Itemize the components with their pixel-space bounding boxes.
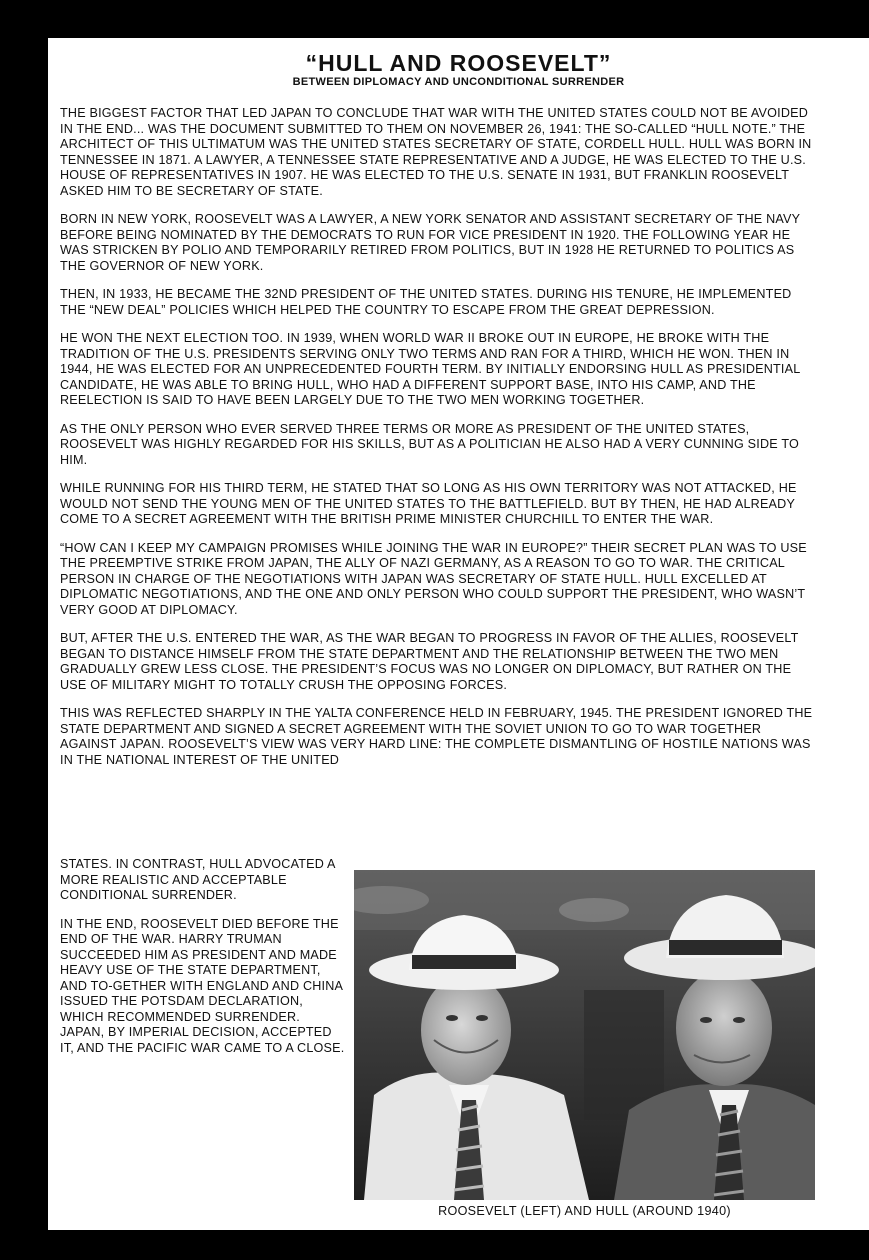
paragraph: THEN, IN 1933, HE BECAME THE 32ND PRESIDENT OF THE UNITED STATES. DURING HIS TENURE, HE IMPLEMENTED THE “NEW DEAL” POLICIES WHICH HELPED THE COUNTRY TO ESCAPE FROM THE GREAT DEPRESSION. <box>60 287 792 317</box>
page-title: “HULL AND ROOSEVELT” <box>305 50 612 76</box>
paragraph: WHILE RUNNING FOR HIS THIRD TERM, HE STATED THAT SO LONG AS HIS OWN TERRITORY WAS NOT ATTACKED, HE WOULD NOT SEND THE YOUNG MEN OF THE UNITED STATES TO THE BATTLEFIELD. BUT BY THEN, HE HAD ALREADY COME TO A SECRET AGREEMENT WITH THE BRITISH PRIME MINISTER CHURCHILL TO ENTER THE WAR. <box>60 481 797 526</box>
photo-caption: ROOSEVELT (LEFT) AND HULL (AROUND 1940) <box>438 1204 731 1218</box>
page-subtitle: BETWEEN DIPLOMACY AND UNCONDITIONAL SURRENDER <box>292 76 625 88</box>
paragraph: BORN IN NEW YORK, ROOSEVELT WAS A LAWYER, A NEW YORK SENATOR AND ASSISTANT SECRETARY OF THE NAVY BEFORE BEING NOMINATED BY THE DEMOCRATS TO RUN FOR VICE PRESIDENT IN 1920. THE FOLLOWING YEAR HE WAS STRICKEN BY POLIO AND TEMPORARILY RETIRED FROM POLITICS, BUT IN 1928 HE RETURNED TO POLITICS AS THE GOVERNOR OF NEW YORK. <box>60 212 801 273</box>
paragraph: STATES. IN CONTRAST, HULL ADVOCATED A MORE REALISTIC AND ACCEPTABLE CONDITIONAL SURRENDER. <box>60 857 335 902</box>
paragraph: THE BIGGEST FACTOR THAT LED JAPAN TO CONCLUDE THAT WAR WITH THE UNITED STATES COULD NOT BE AVOIDED IN THE END... WAS THE DOCUMENT SUBMITTED TO THEM ON NOVEMBER 26, 1941: THE SO-CALLED “HULL NOTE.” THE ARCHITECT OF THIS ULTIMATUM WAS THE UNITED STATES SECRETARY OF STATE, CORDELL HULL. HULL WAS BORN IN TENNESSEE IN 1871. A LAWYER, A TENNESSEE STATE REPRESENTATIVE AND A JUDGE, HE WAS ELECTED TO THE U.S. HOUSE OF REPRESENTATIVES IN 1907. HE WAS ELECTED TO THE U.S. SENATE IN 1931, BUT FRANKLIN ROOSEVELT ASKED HIM TO BE SECRETARY OF STATE. <box>60 106 812 198</box>
page <box>48 38 869 1230</box>
paragraph: HE WON THE NEXT ELECTION TOO. IN 1939, WHEN WORLD WAR II BROKE OUT IN EUROPE, HE BROKE WITH THE TRADITION OF THE U.S. PRESIDENTS SERVING ONLY TWO TERMS AND RAN FOR A THIRD, WHICH HE WON. THEN IN 1944, HE WAS ELECTED FOR AN UNPRECEDENTED FOURTH TERM. BY INITIALLY ENDORSING HULL AS PRESIDENTIAL CANDIDATE, HE WAS ABLE TO BRING HULL, WHO HAD A DIFFERENT SUPPORT BASE, INTO HIS CAMP, AND THE REELECTION IS SAID TO HAVE BEEN LARGELY DUE TO THE TWO MEN WORKING TOGETHER. <box>60 331 800 407</box>
paragraph: “HOW CAN I KEEP MY CAMPAIGN PROMISES WHILE JOINING THE WAR IN EUROPE?” THEIR SECRET PLAN WAS TO USE THE PREEMPTIVE STRIKE FROM JAPAN, THE ALLY OF NAZI GERMANY, AS A REASON TO GO TO WAR. THE CRITICAL PERSON IN CHARGE OF THE NEGOTIATIONS WITH JAPAN WAS SECRETARY OF STATE HULL. HULL EXCELLED AT DIPLOMATIC NEGOTIATIONS, AND THE ONE AND ONLY PERSON WHO COULD SUPPORT THE PRESIDENT, WHO WASN’T VERY GOOD AT DIPLOMACY. <box>60 540 807 617</box>
historical-photo <box>354 870 815 1200</box>
paragraph: AS THE ONLY PERSON WHO EVER SERVED THREE TERMS OR MORE AS PRESIDENT OF THE UNITED STATES, ROOSEVELT WAS HIGHLY REGARDED FOR HIS SKILLS, BUT AS A POLITICIAN HE ALSO HAD A VERY CUNNING SIDE TO HIM. <box>60 421 799 467</box>
photo-illustration <box>354 870 815 1200</box>
paragraph: THIS WAS REFLECTED SHARPLY IN THE YALTA CONFERENCE HELD IN FEBRUARY, 1945. THE PRESIDENT IGNORED THE STATE DEPARTMENT AND SIGNED A SECRET AGREEMENT WITH THE SOVIET UNION TO GO TO WAR TOGETHER AGAINST JAPAN. ROOSEVELT’S VIEW WAS VERY HARD LINE: THE COMPLETE DISMANTLING OF HOSTILE NATIONS WAS IN THE NATIONAL INTEREST OF THE UNITED <box>60 706 813 767</box>
article-body <box>60 106 820 781</box>
paragraph: BUT, AFTER THE U.S. ENTERED THE WAR, AS THE WAR BEGAN TO PROGRESS IN FAVOR OF THE ALLIES, ROOSEVELT BEGAN TO DISTANCE HIMSELF FROM THE STATE DEPARTMENT AND THE RELATIONSHIP BETWEEN THE TWO MEN GRADUALLY GREW LESS CLOSE. THE PRESIDENT’S FOCUS WAS NO LONGER ON DIPLOMACY, BUT RATHER ON THE USE OF MILITARY MIGHT TO TOTALLY CRUSH THE OPPOSING FORCES. <box>60 631 799 692</box>
sidebar-text <box>60 857 348 1069</box>
paragraph: IN THE END, ROOSEVELT DIED BEFORE THE END OF THE WAR. HARRY TRUMAN SUCCEEDED HIM AS PRESIDENT AND MADE HEAVY USE OF THE STATE DEPARTMENT, AND TO-GETHER WITH ENGLAND AND CHINA ISSUED THE POTSDAM DECLARATION, WHICH RECOMMENDED SURRENDER. JAPAN, BY IMPERIAL DECISION, ACCEPTED IT, AND THE PACIFIC WAR CAME TO A CLOSE. <box>60 916 345 1055</box>
